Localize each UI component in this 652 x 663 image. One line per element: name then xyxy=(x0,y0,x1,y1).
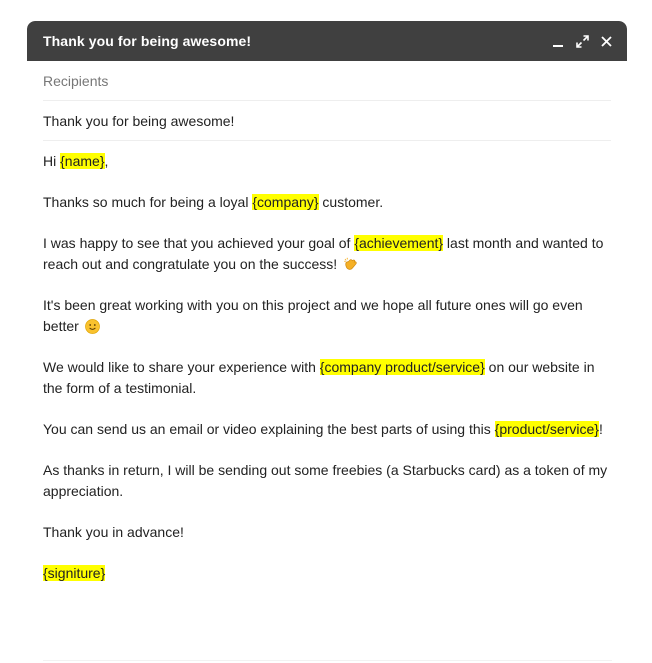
subject-text: Thank you for being awesome! xyxy=(43,112,235,129)
p1-post: customer. xyxy=(318,194,384,210)
bottom-divider xyxy=(43,660,612,661)
minimize-icon[interactable] xyxy=(551,34,565,48)
p5-pre: You can send us an email or video explaining the best parts of using this xyxy=(43,421,495,437)
product-placeholder: {product/service} xyxy=(494,421,599,437)
p1-pre: Thanks so much for being a loyal xyxy=(43,194,253,210)
clapping-hands-icon xyxy=(343,257,358,272)
greeting-paragraph xyxy=(43,151,611,172)
recipients-placeholder: Recipients xyxy=(43,72,109,89)
paragraph-5 xyxy=(43,419,611,440)
paragraph-1 xyxy=(43,192,611,213)
smiley-face-icon xyxy=(85,319,100,334)
paragraph-2 xyxy=(43,233,611,275)
p4-pre: We would like to share your experience with xyxy=(43,359,320,375)
expand-icon[interactable] xyxy=(575,34,589,48)
greeting-prefix: Hi xyxy=(43,153,61,169)
p2-pre: I was happy to see that you achieved your goal of xyxy=(43,235,355,251)
company-placeholder: {company} xyxy=(252,194,319,210)
compose-title: Thank you for being awesome! xyxy=(43,33,252,49)
subject-field[interactable] xyxy=(43,101,611,141)
p2-post: last month and wanted to reach out and congratulate you on the success! xyxy=(43,235,604,272)
window-controls xyxy=(551,34,613,48)
signature-paragraph xyxy=(43,563,611,584)
message-body[interactable] xyxy=(27,141,627,584)
p6-text: As thanks in return, I will be sending out some freebies (a Starbucks card) as a token of my appreciation. xyxy=(43,462,608,499)
greeting-suffix: , xyxy=(104,153,109,169)
p4-post: on our website in the form of a testimonial. xyxy=(43,359,595,396)
paragraph-7 xyxy=(43,522,611,543)
close-icon[interactable] xyxy=(599,34,613,48)
p5-post: ! xyxy=(598,421,603,437)
compose-window xyxy=(27,21,627,663)
company-product-placeholder: {company product/service} xyxy=(319,359,485,375)
paragraph-6 xyxy=(43,460,611,502)
signature-placeholder: {signiture} xyxy=(43,565,106,581)
compose-header xyxy=(27,21,627,61)
recipients-field[interactable] xyxy=(43,61,611,101)
paragraph-3 xyxy=(43,295,611,337)
p7-text: Thank you in advance! xyxy=(43,524,184,540)
achievement-placeholder: {achievement} xyxy=(354,235,444,251)
p3-text: It's been great working with you on this project and we hope all future ones will go even better xyxy=(43,297,583,334)
paragraph-4 xyxy=(43,357,611,399)
name-placeholder: {name} xyxy=(60,153,105,169)
